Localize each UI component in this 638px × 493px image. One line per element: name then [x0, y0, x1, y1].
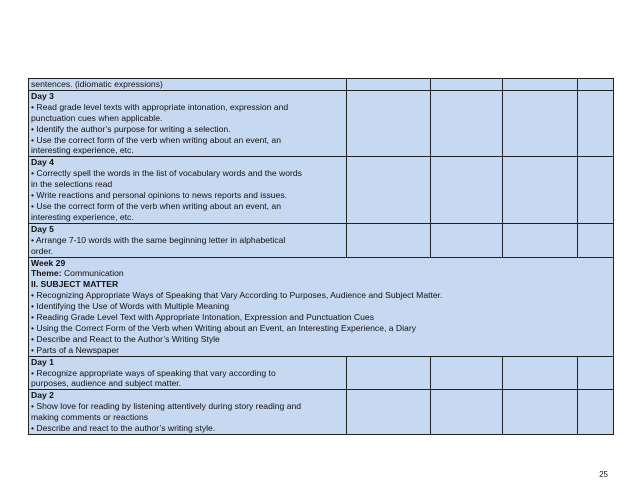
table-row: [29, 356, 614, 390]
day-heading: Day 3: [31, 90, 54, 101]
day-heading: Day 5: [31, 223, 54, 234]
competency-cell: Day 5 • Arrange 7-10 words with the same beginning letter in alphabetical order.: [29, 223, 347, 257]
day-heading: Day 1: [31, 356, 54, 367]
competency-cell: Day 3 • Read grade level texts with appropriate intonation, expression and punctuation cues when applicable. • Identify the author’s purpose for writing a selection. • Use the correct form of the verb when writing about an event, an interesting experience, etc.: [29, 90, 347, 156]
competency-cell: sentences. (idiomatic expressions): [29, 79, 347, 91]
table-row: [29, 157, 614, 223]
competency-cell: Day 4 • Correctly spell the words in the list of vocabulary words and the words in the selections read • Write reactions and personal opinions to news reports and issues. • Use the correct form of the verb when writing about an event, an interesting experience, etc.: [29, 157, 347, 223]
competency-cell: Day 2 • Show love for reading by listening attentively during story reading and making comments or reactions • Describe and react to the author’s writing style.: [29, 390, 347, 435]
table-row: [29, 390, 614, 435]
day-heading: Day 2: [31, 390, 54, 401]
table-row: [29, 90, 614, 156]
lesson-plan-table: [28, 78, 614, 435]
day-heading: Day 4: [31, 157, 54, 168]
week-heading: Week 29: [31, 257, 66, 268]
table-row: [29, 79, 614, 91]
section-heading: II. SUBJECT MATTER: [31, 279, 119, 290]
week-row: [29, 257, 614, 356]
page-number: 25: [599, 470, 608, 479]
week-cell: Week 29 Theme: Communication II. SUBJECT MATTER • Recognizing Appropriate Ways of Speaking that Vary According to Purposes, Audience and Subject Matter. • Identifying the Use of Words with Multiple Meaning • Reading Grade Level Text with Appropriate Intonation, Expression and Punctuation Cues • Using the Correct Form of the Verb when Writing about an Event, an Interesting Experience, a Diary • Describe and React to the Author’s Writing Style • Parts of a Newspaper: [29, 257, 614, 356]
table-row: [29, 223, 614, 257]
theme-line: Theme: Communication: [31, 268, 124, 279]
competency-cell: Day 1 • Recognize appropriate ways of speaking that vary according to purposes, audience and subject matter.: [29, 356, 347, 390]
